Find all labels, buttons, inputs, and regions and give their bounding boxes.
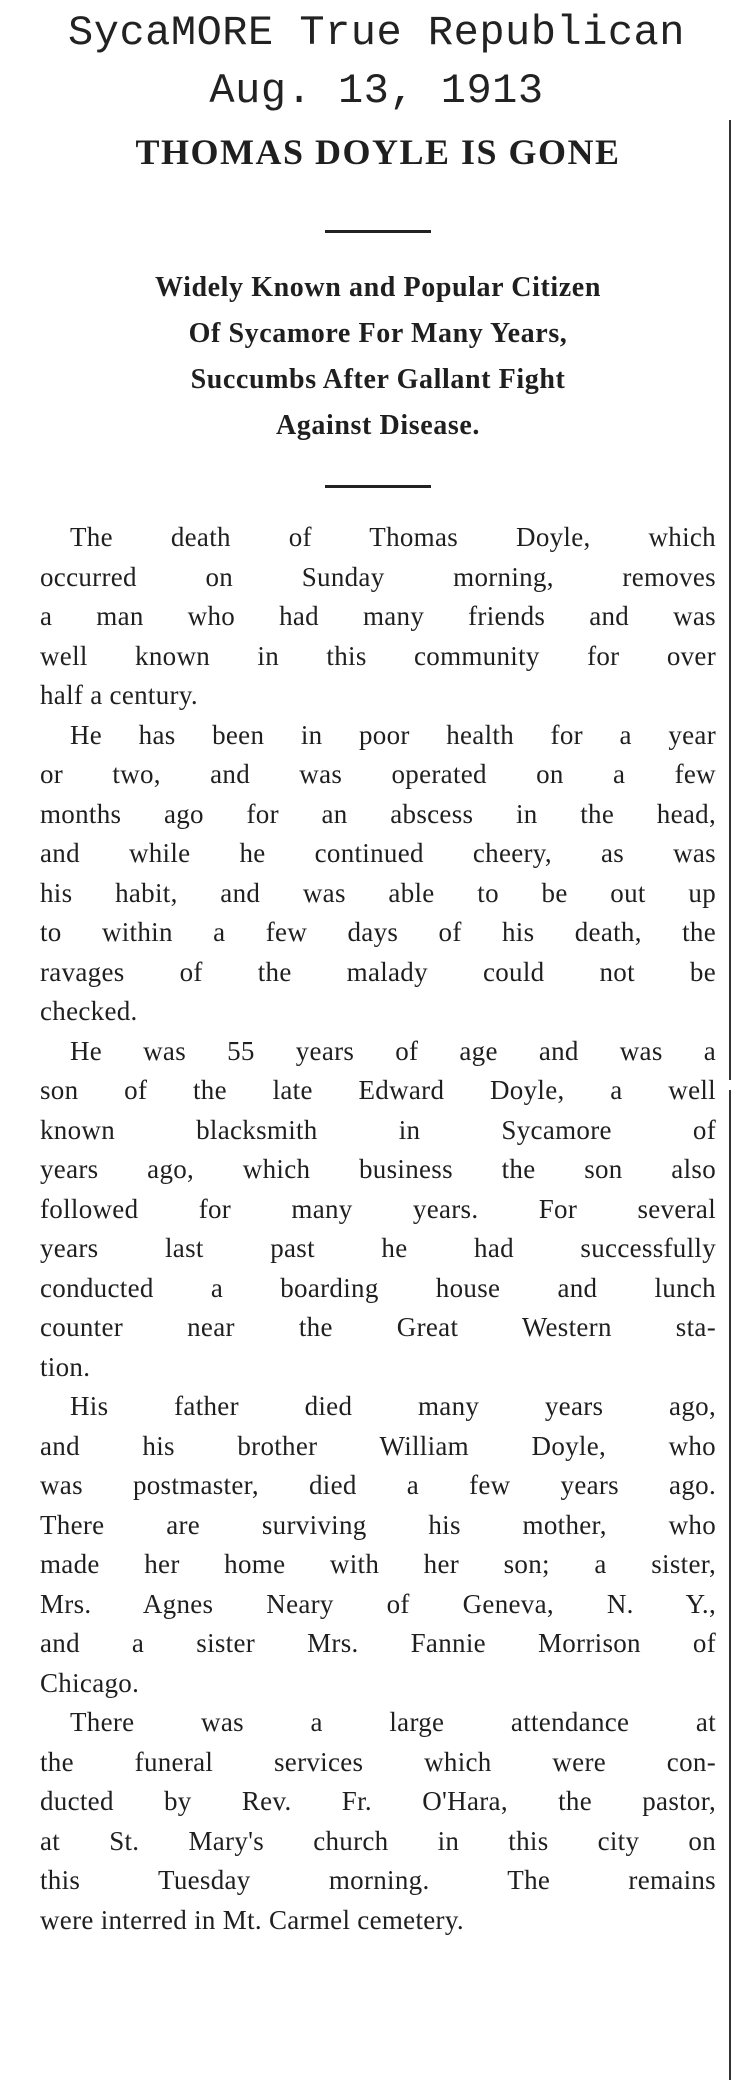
deck-line: Succumbs After Gallant Fight xyxy=(190,364,566,395)
paragraph-line: and while he continued cheery, as was xyxy=(40,838,716,868)
paragraph-line: conducted a boarding house and lunch xyxy=(40,1272,716,1303)
paragraph-line: at St. Mary's church in this city on xyxy=(40,1825,716,1856)
paragraph-line: known blacksmith in Sycamore of xyxy=(40,1114,716,1145)
article-paragraph xyxy=(40,1032,716,1388)
paragraph-line: his habit, and was able to be out up xyxy=(40,877,716,908)
paragraph-line: There was a large attendance at xyxy=(70,1707,716,1737)
paragraph-line: the funeral services which were con- xyxy=(40,1746,716,1777)
paragraph-line: The death of Thomas Doyle, which xyxy=(70,522,716,552)
deck-line: Against Disease. xyxy=(275,410,481,441)
paragraph-line: Chicago. xyxy=(40,1667,140,1698)
article-paragraph xyxy=(40,716,716,1032)
paragraph-line: years ago, which business the son also xyxy=(40,1154,716,1184)
paragraph-line: He has been in poor health for a year xyxy=(70,719,716,750)
column-rule-lower xyxy=(729,1090,731,2080)
paragraph-line: Mrs. Agnes Neary of Geneva, N. Y., xyxy=(40,1588,716,1619)
paragraph-line: followed for many years. For several xyxy=(40,1193,716,1224)
masthead xyxy=(0,4,753,120)
paragraph-line: this Tuesday morning. The remains xyxy=(40,1865,716,1895)
paragraph-line: His father died many years ago, xyxy=(70,1391,716,1421)
paragraph-line: was postmaster, died a few years ago. xyxy=(40,1470,716,1500)
paragraph-line: months ago for an abscess in the head, xyxy=(40,798,716,829)
paragraph-line: counter near the Great Western sta- xyxy=(40,1312,716,1342)
column-rule-upper xyxy=(729,120,731,1080)
headline-divider xyxy=(325,230,431,233)
paragraph-line: years last past he had successfully xyxy=(40,1233,716,1263)
paragraph-line: half a century. xyxy=(40,680,198,710)
article-deck xyxy=(40,265,716,449)
paragraph-line: checked. xyxy=(40,996,138,1026)
masthead-publication: SycaMORE True Republican xyxy=(68,9,685,57)
masthead-date: Aug. 13, 1913 xyxy=(209,67,544,115)
paragraph-line: to within a few days of his death, the xyxy=(40,917,716,947)
paragraph-line: There are surviving his mother, who xyxy=(40,1509,716,1540)
article-body xyxy=(40,518,716,1940)
paragraph-line: made her home with her son; a sister, xyxy=(40,1549,716,1579)
paragraph-line: and his brother William Doyle, who xyxy=(40,1430,716,1461)
paragraph-line: He was 55 years of age and was a xyxy=(70,1035,716,1066)
paragraph-line: son of the late Edward Doyle, a well xyxy=(40,1075,716,1105)
deck-line: Of Sycamore For Many Years, xyxy=(188,318,568,349)
deck-divider xyxy=(325,485,431,488)
paragraph-line: ravages of the malady could not be xyxy=(40,956,716,987)
paragraph-line: a man who had many friends and was xyxy=(40,601,716,631)
article-paragraph xyxy=(40,1387,716,1703)
paragraph-line: were interred in Mt. Carmel cemetery. xyxy=(40,1904,464,1935)
article-paragraph xyxy=(40,518,716,716)
paragraph-line: or two, and was operated on a few xyxy=(40,759,716,789)
deck-line: Widely Known and Popular Citizen xyxy=(154,272,602,303)
paragraph-line: and a sister Mrs. Fannie Morrison of xyxy=(40,1628,716,1658)
paragraph-line: occurred on Sunday morning, removes xyxy=(40,561,716,592)
paragraph-line: tion. xyxy=(40,1351,91,1382)
article-column xyxy=(40,118,716,1940)
article-headline: THOMAS DOYLE IS GONE xyxy=(135,132,621,172)
paragraph-line: ducted by Rev. Fr. O'Hara, the pastor, xyxy=(40,1786,716,1816)
paragraph-line: well known in this community for over xyxy=(40,640,716,671)
article-paragraph xyxy=(40,1703,716,1940)
